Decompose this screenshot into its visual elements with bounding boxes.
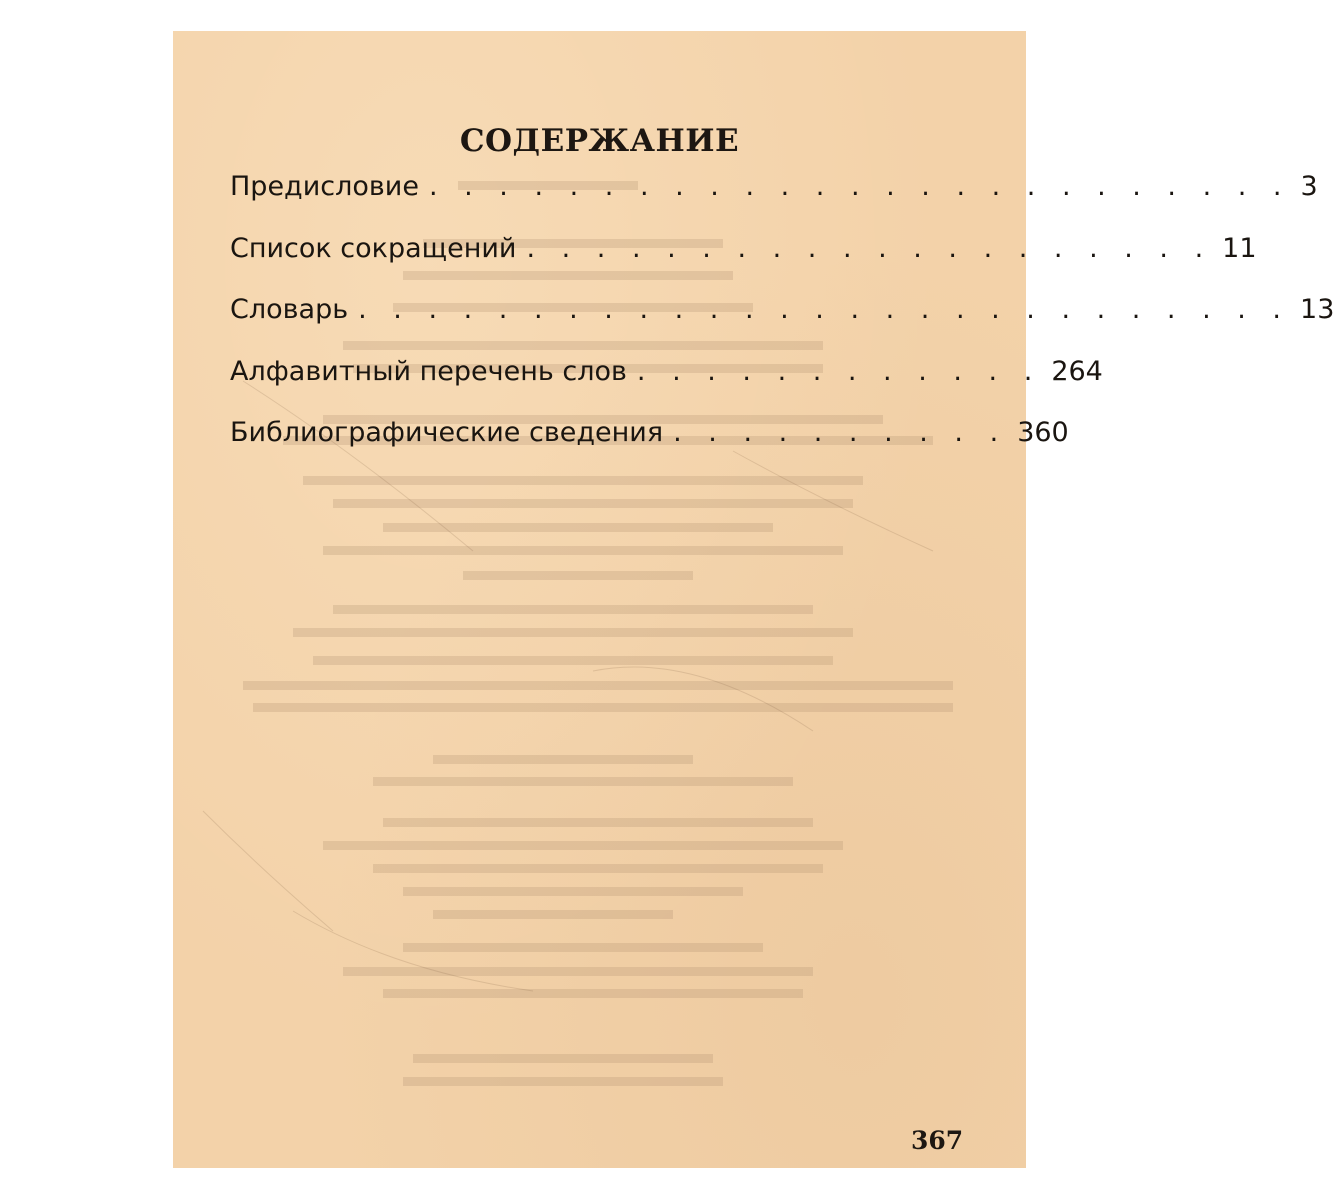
toc-entry-dictionary[interactable]: [230, 294, 1334, 356]
toc-entry-label: Алфавитный перечень слов: [230, 355, 627, 387]
toc-leader-dots: . . . . . . . . . . . . . . . . . . . . . . . . .: [428, 171, 1291, 202]
toc-leader-dots: . . . . . . . . . .: [673, 417, 1008, 448]
toc-leader-dots: . . . . . . . . . . . . . . . . . . . . . . . . . . .: [358, 294, 1291, 325]
page-number: 367: [911, 1126, 964, 1155]
toc-entry-page: 11: [1222, 232, 1257, 264]
toc-entry-abbreviations[interactable]: [230, 232, 1257, 295]
toc-entry-page: 264: [1051, 355, 1103, 387]
toc-entry-label: Библиографические сведения: [230, 417, 664, 448]
toc-entry-preface[interactable]: [230, 171, 1318, 233]
toc-entry-page: 360: [1017, 417, 1069, 448]
toc-entry-word-index[interactable]: [230, 355, 1103, 418]
toc-entry-label: Предисловие: [230, 171, 419, 202]
toc-entry-page: 3: [1300, 171, 1318, 202]
toc-entry-bibliography[interactable]: [230, 417, 1069, 479]
book-page: [173, 31, 1334, 1168]
toc-leader-dots: . . . . . . . . . . . .: [636, 355, 1042, 387]
contents-heading: СОДЕРЖАНИЕ: [459, 123, 740, 159]
table-of-contents: [230, 171, 1334, 479]
toc-entry-page: 13: [1300, 294, 1334, 325]
toc-leader-dots: . . . . . . . . . . . . . . . . . . . .: [526, 232, 1213, 264]
toc-entry-label: Список сокращений: [230, 232, 517, 264]
toc-entry-label: Словарь: [230, 294, 349, 325]
